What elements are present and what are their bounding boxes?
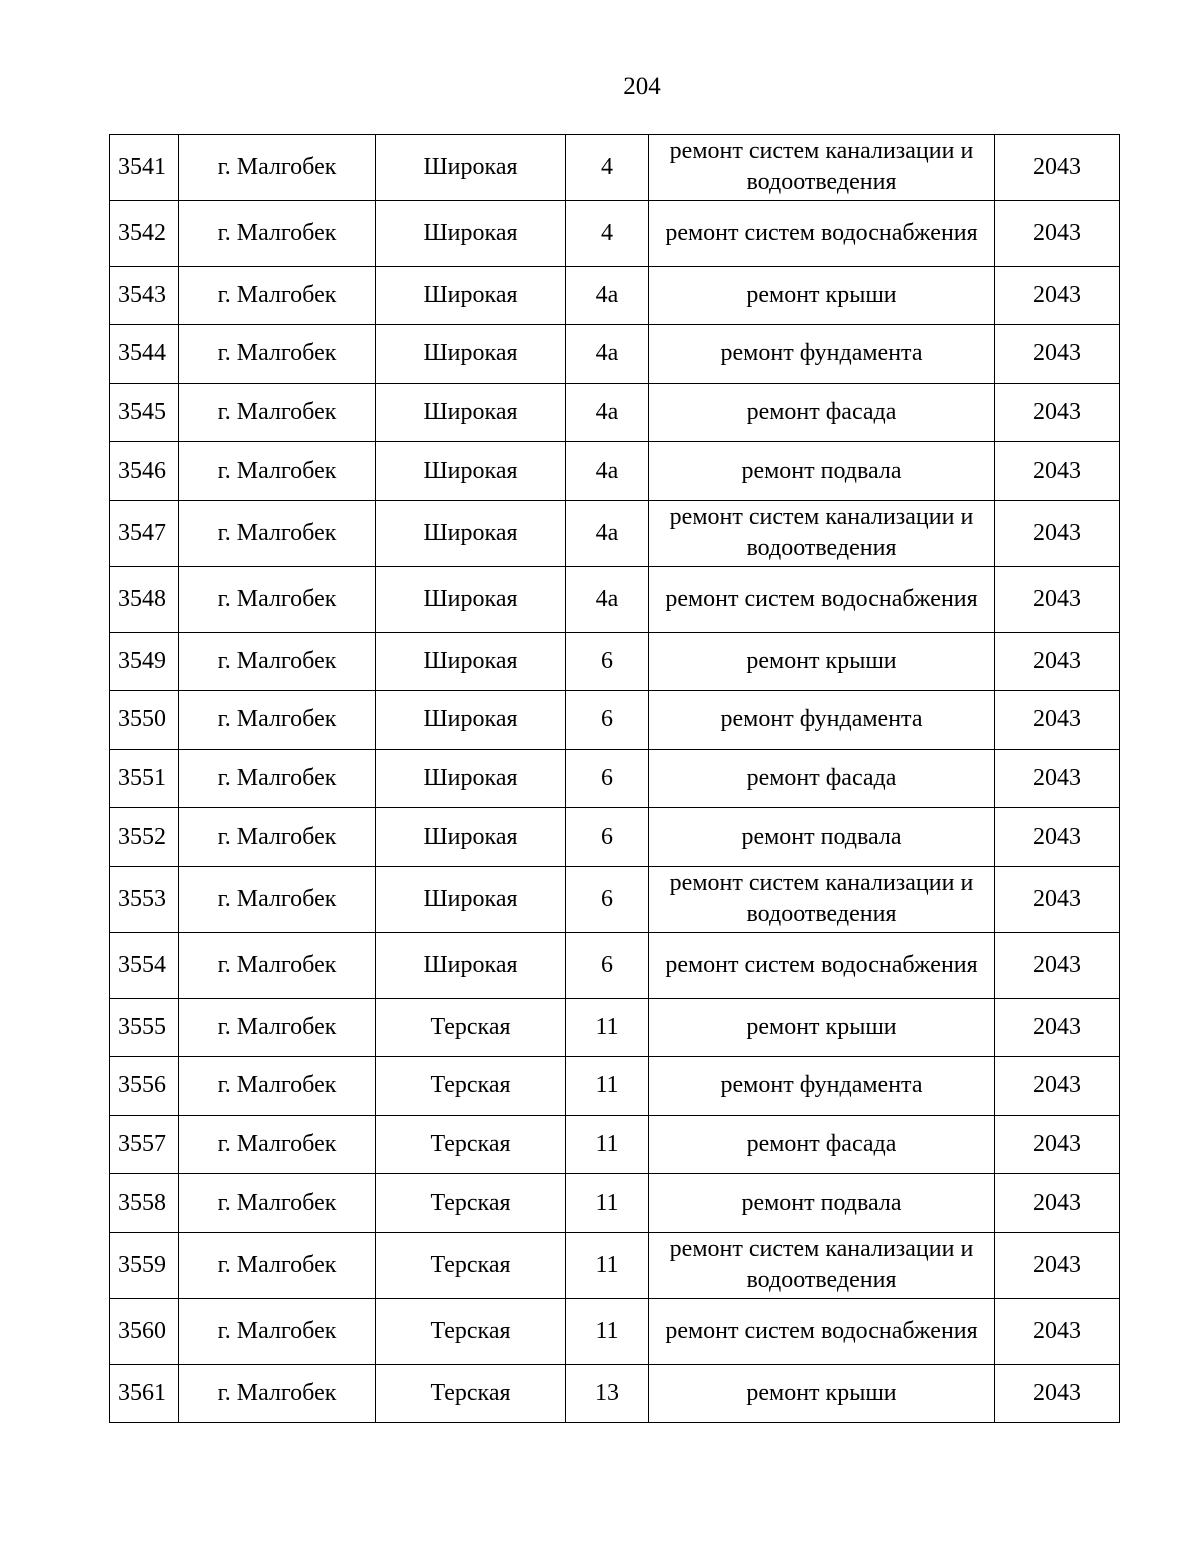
house-number-cell: 11 <box>566 1115 649 1174</box>
year-cell: 2043 <box>995 932 1120 998</box>
year-cell: 2043 <box>995 266 1120 325</box>
year-cell: 2043 <box>995 1174 1120 1233</box>
row-number-cell: 3561 <box>110 1364 179 1423</box>
work-type-cell: ремонт фундамента <box>649 1057 995 1116</box>
table-row <box>110 1298 1120 1364</box>
city-cell: г. Малгобек <box>179 1057 376 1116</box>
year-cell: 2043 <box>995 998 1120 1057</box>
city-cell: г. Малгобек <box>179 266 376 325</box>
street-cell: Широкая <box>376 866 566 932</box>
year-cell: 2043 <box>995 691 1120 750</box>
year-cell: 2043 <box>995 1115 1120 1174</box>
row-number-cell: 3546 <box>110 442 179 501</box>
work-type-cell: ремонт крыши <box>649 266 995 325</box>
street-cell: Терская <box>376 1174 566 1233</box>
work-type-cell: ремонт систем водоснабжения <box>649 200 995 266</box>
repair-schedule-table <box>109 134 1120 1423</box>
year-cell: 2043 <box>995 500 1120 566</box>
row-number-cell: 3555 <box>110 998 179 1057</box>
work-type-cell: ремонт фасада <box>649 1115 995 1174</box>
row-number-cell: 3549 <box>110 632 179 691</box>
work-type-cell: ремонт крыши <box>649 998 995 1057</box>
table-row <box>110 749 1120 808</box>
table-row <box>110 135 1120 201</box>
work-type-cell: ремонт систем канализации и водоотведения <box>649 500 995 566</box>
table-row <box>110 442 1120 501</box>
city-cell: г. Малгобек <box>179 566 376 632</box>
row-number-cell: 3547 <box>110 500 179 566</box>
street-cell: Терская <box>376 1232 566 1298</box>
page-number: 204 <box>623 73 661 100</box>
house-number-cell: 4 <box>566 135 649 201</box>
house-number-cell: 4а <box>566 442 649 501</box>
work-type-cell: ремонт крыши <box>649 632 995 691</box>
row-number-cell: 3551 <box>110 749 179 808</box>
house-number-cell: 11 <box>566 1298 649 1364</box>
table-row <box>110 1364 1120 1423</box>
row-number-cell: 3558 <box>110 1174 179 1233</box>
row-number-cell: 3544 <box>110 325 179 384</box>
street-cell: Терская <box>376 1298 566 1364</box>
table-row <box>110 691 1120 750</box>
row-number-cell: 3548 <box>110 566 179 632</box>
row-number-cell: 3554 <box>110 932 179 998</box>
row-number-cell: 3545 <box>110 383 179 442</box>
table-row <box>110 266 1120 325</box>
street-cell: Терская <box>376 1057 566 1116</box>
city-cell: г. Малгобек <box>179 691 376 750</box>
year-cell: 2043 <box>995 566 1120 632</box>
work-type-cell: ремонт систем водоснабжения <box>649 1298 995 1364</box>
city-cell: г. Малгобек <box>179 632 376 691</box>
house-number-cell: 4а <box>566 566 649 632</box>
city-cell: г. Малгобек <box>179 808 376 867</box>
city-cell: г. Малгобек <box>179 135 376 201</box>
street-cell: Широкая <box>376 566 566 632</box>
house-number-cell: 11 <box>566 1174 649 1233</box>
work-type-cell: ремонт фундамента <box>649 325 995 384</box>
row-number-cell: 3550 <box>110 691 179 750</box>
house-number-cell: 4 <box>566 200 649 266</box>
year-cell: 2043 <box>995 1057 1120 1116</box>
city-cell: г. Малгобек <box>179 1232 376 1298</box>
street-cell: Широкая <box>376 325 566 384</box>
row-number-cell: 3557 <box>110 1115 179 1174</box>
table-row <box>110 566 1120 632</box>
street-cell: Широкая <box>376 749 566 808</box>
year-cell: 2043 <box>995 1298 1120 1364</box>
house-number-cell: 6 <box>566 691 649 750</box>
row-number-cell: 3541 <box>110 135 179 201</box>
house-number-cell: 4а <box>566 325 649 384</box>
house-number-cell: 4а <box>566 266 649 325</box>
city-cell: г. Малгобек <box>179 998 376 1057</box>
table-row <box>110 325 1120 384</box>
city-cell: г. Малгобек <box>179 866 376 932</box>
work-type-cell: ремонт систем водоснабжения <box>649 566 995 632</box>
table-row <box>110 1174 1120 1233</box>
year-cell: 2043 <box>995 200 1120 266</box>
house-number-cell: 11 <box>566 998 649 1057</box>
year-cell: 2043 <box>995 1232 1120 1298</box>
street-cell: Терская <box>376 1115 566 1174</box>
street-cell: Широкая <box>376 135 566 201</box>
street-cell: Широкая <box>376 808 566 867</box>
house-number-cell: 6 <box>566 866 649 932</box>
row-number-cell: 3543 <box>110 266 179 325</box>
work-type-cell: ремонт систем канализации и водоотведения <box>649 866 995 932</box>
table-row <box>110 998 1120 1057</box>
house-number-cell: 11 <box>566 1057 649 1116</box>
table-row <box>110 866 1120 932</box>
city-cell: г. Малгобек <box>179 1174 376 1233</box>
year-cell: 2043 <box>995 1364 1120 1423</box>
row-number-cell: 3542 <box>110 200 179 266</box>
work-type-cell: ремонт фасада <box>649 383 995 442</box>
year-cell: 2043 <box>995 749 1120 808</box>
year-cell: 2043 <box>995 325 1120 384</box>
table-row <box>110 200 1120 266</box>
house-number-cell: 13 <box>566 1364 649 1423</box>
house-number-cell: 6 <box>566 749 649 808</box>
city-cell: г. Малгобек <box>179 1364 376 1423</box>
city-cell: г. Малгобек <box>179 1298 376 1364</box>
city-cell: г. Малгобек <box>179 932 376 998</box>
street-cell: Широкая <box>376 266 566 325</box>
work-type-cell: ремонт систем водоснабжения <box>649 932 995 998</box>
row-number-cell: 3560 <box>110 1298 179 1364</box>
work-type-cell: ремонт подвала <box>649 1174 995 1233</box>
house-number-cell: 6 <box>566 632 649 691</box>
year-cell: 2043 <box>995 632 1120 691</box>
street-cell: Широкая <box>376 500 566 566</box>
house-number-cell: 4а <box>566 500 649 566</box>
row-number-cell: 3559 <box>110 1232 179 1298</box>
street-cell: Широкая <box>376 200 566 266</box>
table-row <box>110 383 1120 442</box>
table-row <box>110 808 1120 867</box>
row-number-cell: 3553 <box>110 866 179 932</box>
year-cell: 2043 <box>995 383 1120 442</box>
street-cell: Широкая <box>376 632 566 691</box>
street-cell: Широкая <box>376 932 566 998</box>
table-row <box>110 1232 1120 1298</box>
year-cell: 2043 <box>995 442 1120 501</box>
table-row <box>110 1115 1120 1174</box>
street-cell: Широкая <box>376 383 566 442</box>
house-number-cell: 11 <box>566 1232 649 1298</box>
house-number-cell: 4а <box>566 383 649 442</box>
city-cell: г. Малгобек <box>179 442 376 501</box>
house-number-cell: 6 <box>566 932 649 998</box>
row-number-cell: 3552 <box>110 808 179 867</box>
street-cell: Широкая <box>376 691 566 750</box>
city-cell: г. Малгобек <box>179 749 376 808</box>
year-cell: 2043 <box>995 135 1120 201</box>
table-row <box>110 932 1120 998</box>
street-cell: Широкая <box>376 442 566 501</box>
work-type-cell: ремонт подвала <box>649 442 995 501</box>
table-row <box>110 500 1120 566</box>
year-cell: 2043 <box>995 866 1120 932</box>
city-cell: г. Малгобек <box>179 500 376 566</box>
street-cell: Терская <box>376 1364 566 1423</box>
city-cell: г. Малгобек <box>179 383 376 442</box>
work-type-cell: ремонт фундамента <box>649 691 995 750</box>
year-cell: 2043 <box>995 808 1120 867</box>
street-cell: Терская <box>376 998 566 1057</box>
work-type-cell: ремонт крыши <box>649 1364 995 1423</box>
table-row <box>110 632 1120 691</box>
row-number-cell: 3556 <box>110 1057 179 1116</box>
work-type-cell: ремонт систем канализации и водоотведения <box>649 1232 995 1298</box>
house-number-cell: 6 <box>566 808 649 867</box>
work-type-cell: ремонт подвала <box>649 808 995 867</box>
work-type-cell: ремонт систем канализации и водоотведения <box>649 135 995 201</box>
city-cell: г. Малгобек <box>179 1115 376 1174</box>
work-type-cell: ремонт фасада <box>649 749 995 808</box>
table-row <box>110 1057 1120 1116</box>
city-cell: г. Малгобек <box>179 325 376 384</box>
city-cell: г. Малгобек <box>179 200 376 266</box>
